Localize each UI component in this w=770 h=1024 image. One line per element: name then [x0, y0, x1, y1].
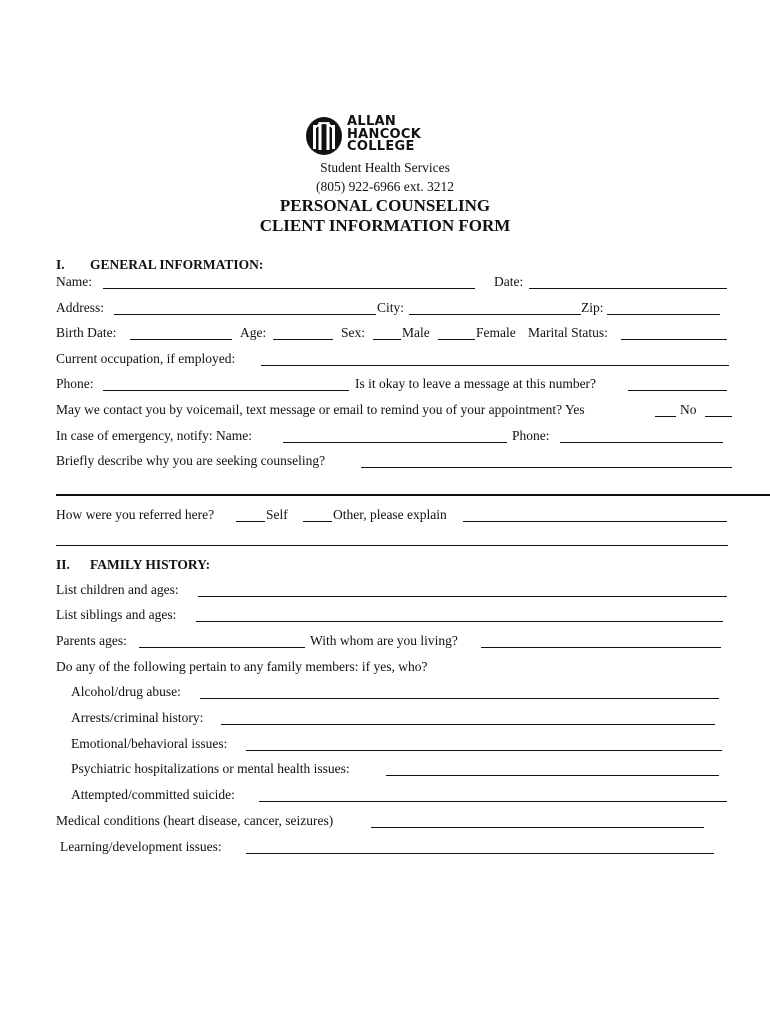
logo-line: ALLAN	[347, 114, 397, 129]
name-label: Name:	[56, 274, 92, 289]
children-field[interactable]	[198, 596, 727, 597]
name-field[interactable]	[103, 288, 475, 289]
siblings-label: List siblings and ages:	[56, 607, 177, 622]
section-heading: FAMILY HISTORY:	[90, 557, 211, 572]
emergency-name-label: In case of emergency, notify: Name:	[56, 428, 253, 443]
age-field[interactable]	[273, 339, 333, 340]
emotional-label: Emotional/behavioral issues:	[71, 736, 228, 751]
living-with-field[interactable]	[481, 647, 721, 648]
learning-label: Learning/development issues:	[60, 839, 222, 854]
other-explain-field-2[interactable]	[56, 545, 728, 546]
form-title-line1: PERSONAL COUNSELING	[279, 196, 491, 215]
reason-label: Briefly describe why you are seeking counseling?	[56, 453, 326, 468]
logo-line: COLLEGE	[347, 139, 415, 154]
female-blank[interactable]	[438, 339, 475, 340]
children-label: List children and ages:	[56, 582, 179, 597]
reason-field[interactable]	[361, 467, 732, 468]
city-label: City:	[377, 300, 405, 315]
zip-field[interactable]	[607, 314, 720, 315]
phone-label: Phone:	[56, 376, 94, 391]
address-label: Address:	[56, 300, 104, 315]
contact-no-label: No	[680, 402, 697, 417]
address-field[interactable]	[114, 314, 376, 315]
age-label: Age:	[240, 325, 267, 340]
learning-field[interactable]	[246, 853, 714, 854]
arrests-label: Arrests/criminal history:	[71, 710, 204, 725]
contact-question-label: May we contact you by voicemail, text message or email to remind you of your appointment? Yes	[56, 402, 585, 417]
other-blank[interactable]	[303, 521, 332, 522]
parents-ages-field[interactable]	[139, 647, 305, 648]
suicide-field[interactable]	[259, 801, 727, 802]
male-label: Male	[402, 325, 430, 340]
parents-ages-label: Parents ages:	[56, 633, 127, 648]
logo-line: HANCOCK	[347, 126, 422, 142]
contact-no-blank[interactable]	[705, 416, 732, 417]
date-label: Date:	[494, 274, 524, 289]
emergency-name-field[interactable]	[283, 442, 507, 443]
department-name: Student Health Services	[320, 160, 450, 175]
department-phone: (805) 922-6966 ext. 3212	[316, 179, 454, 194]
section-heading: GENERAL INFORMATION:	[90, 257, 264, 272]
emergency-phone-field[interactable]	[560, 442, 723, 443]
birth-date-label: Birth Date:	[56, 325, 117, 340]
suicide-label: Attempted/committed suicide:	[71, 787, 235, 802]
city-field[interactable]	[409, 314, 581, 315]
family-pertain-question: Do any of the following pertain to any family members: if yes, who?	[56, 659, 428, 674]
self-label: Self	[266, 507, 288, 522]
logo-wordmark	[347, 116, 421, 154]
living-with-label: With whom are you living?	[310, 633, 458, 648]
siblings-field[interactable]	[196, 621, 723, 622]
psychiatric-label: Psychiatric hospitalizations or mental health issues:	[71, 761, 350, 776]
leave-message-field[interactable]	[628, 390, 727, 391]
sex-label: Sex:	[341, 325, 366, 340]
psychiatric-field[interactable]	[386, 775, 719, 776]
medical-label: Medical conditions (heart disease, cancer, seizures)	[56, 813, 334, 828]
male-blank[interactable]	[373, 339, 401, 340]
phone-field[interactable]	[103, 390, 349, 391]
leave-message-label: Is it okay to leave a message at this number?	[355, 376, 597, 391]
section-number: I.	[56, 257, 65, 272]
female-label: Female	[476, 325, 516, 340]
marital-status-label: Marital Status:	[528, 325, 608, 340]
college-logo	[305, 116, 445, 158]
marital-status-field[interactable]	[621, 339, 727, 340]
reason-line-2[interactable]	[56, 494, 770, 496]
arrests-field[interactable]	[221, 724, 715, 725]
emotional-field[interactable]	[246, 750, 722, 751]
date-field[interactable]	[529, 288, 727, 289]
self-blank[interactable]	[236, 521, 265, 522]
zip-label: Zip:	[581, 300, 604, 315]
referred-label: How were you referred here?	[56, 507, 215, 522]
other-explain-field[interactable]	[463, 521, 727, 522]
section-number: II.	[56, 557, 70, 572]
occupation-label: Current occupation, if employed:	[56, 351, 236, 366]
medical-field[interactable]	[371, 827, 704, 828]
emergency-phone-label: Phone:	[512, 428, 550, 443]
other-label: Other, please explain	[333, 507, 447, 522]
contact-yes-blank[interactable]	[655, 416, 676, 417]
alcohol-label: Alcohol/drug abuse:	[71, 684, 181, 699]
college-emblem-icon	[305, 116, 343, 156]
alcohol-field[interactable]	[200, 698, 719, 699]
birth-date-field[interactable]	[130, 339, 232, 340]
form-title-line2: CLIENT INFORMATION FORM	[259, 216, 511, 235]
occupation-field[interactable]	[261, 365, 729, 366]
